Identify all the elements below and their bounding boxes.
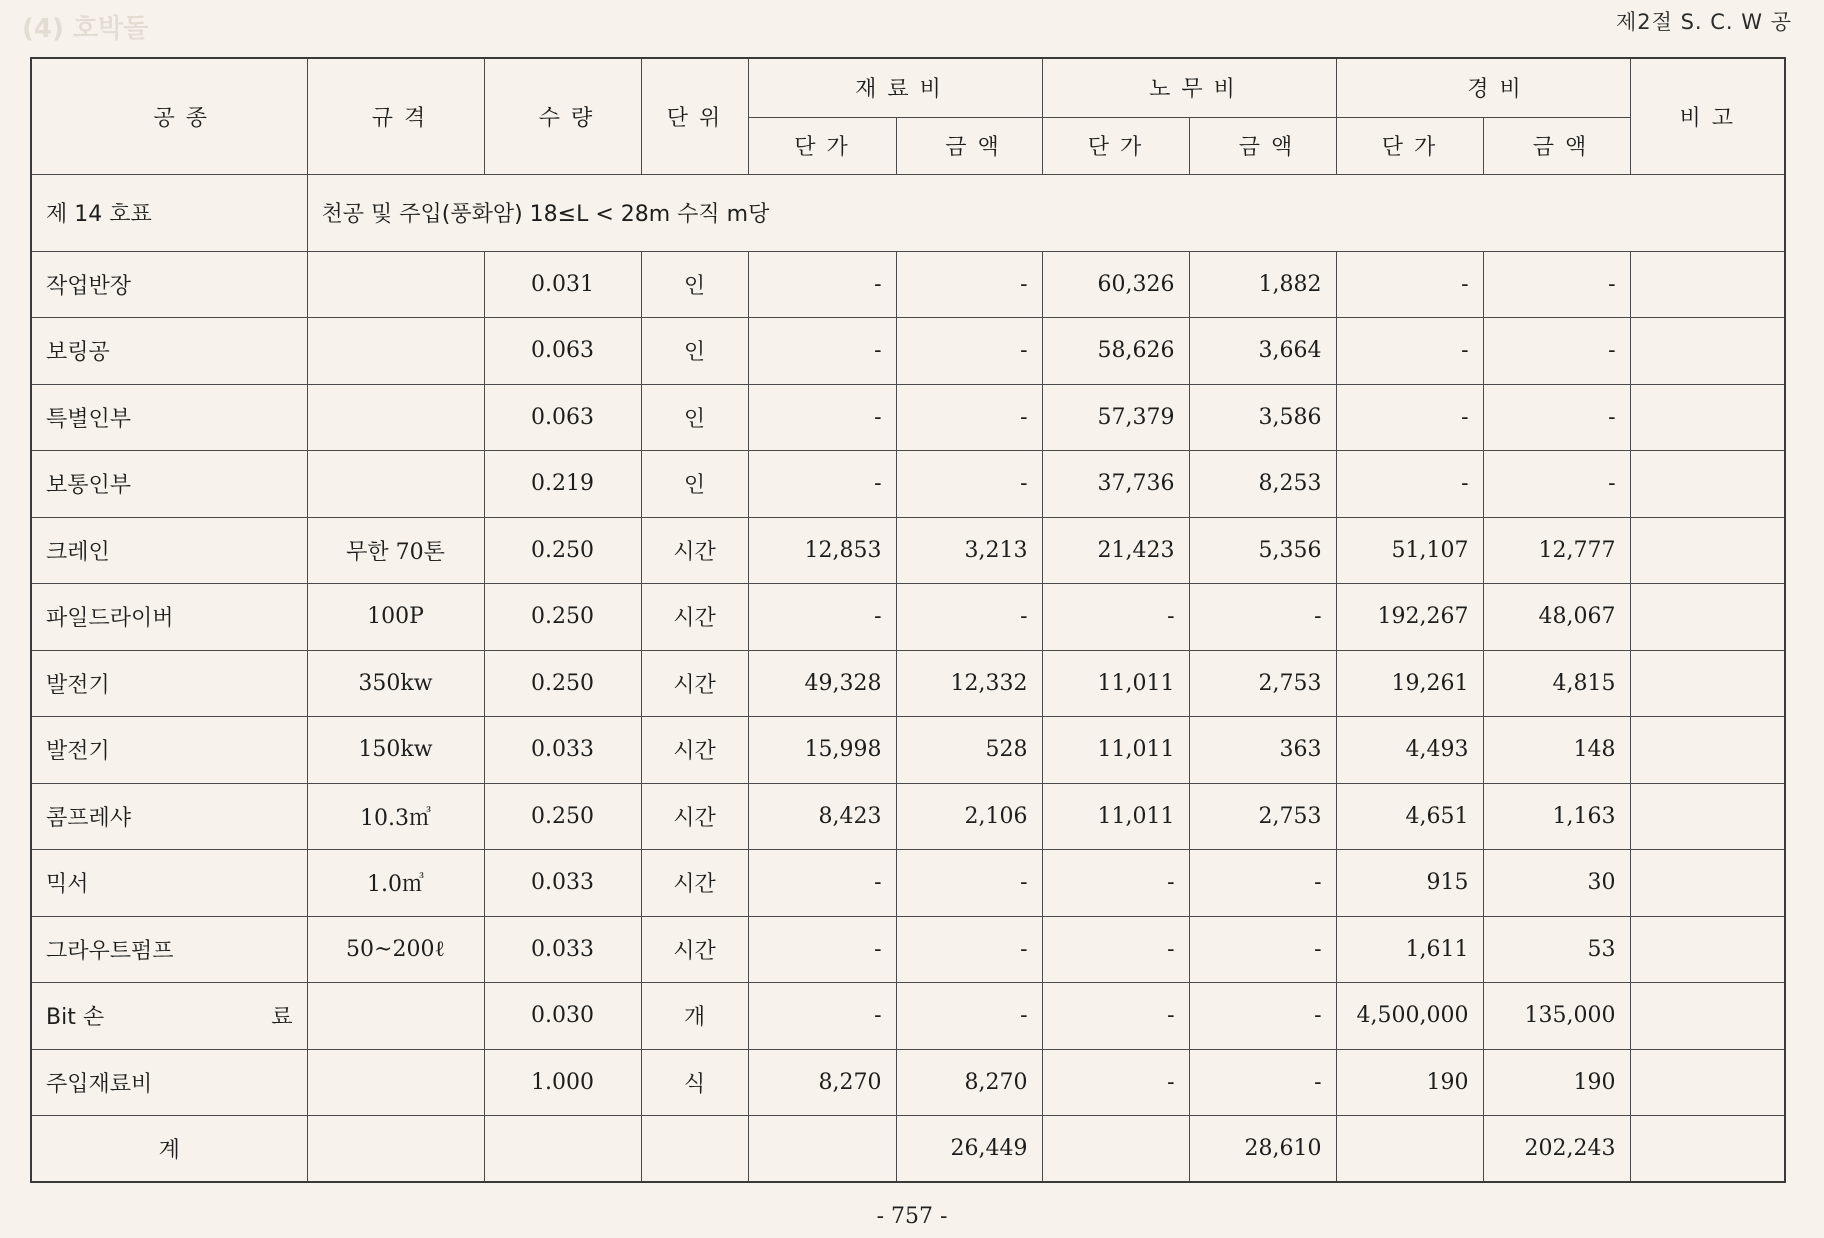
material-unit-price-cell: 49,328 <box>748 650 896 717</box>
spec-cell <box>307 318 484 385</box>
material-amount-cell: - <box>896 584 1042 651</box>
material-amount-cell: 2,106 <box>896 783 1042 850</box>
spec-cell: 150kw <box>307 717 484 784</box>
header-spec: 규 격 <box>307 58 484 174</box>
table-row <box>31 384 1785 451</box>
table-row <box>31 584 1785 651</box>
labor-amount-cell: 5,356 <box>1189 517 1336 584</box>
item-name-cell: 보링공 <box>31 318 307 385</box>
total-qty <box>484 1116 641 1183</box>
quantity-cell: 0.063 <box>484 318 641 385</box>
remark-cell <box>1630 251 1785 318</box>
header-material-amount: 금 액 <box>896 117 1042 174</box>
expense-unit-price-cell: 4,500,000 <box>1336 983 1483 1050</box>
table-number: 제 14 호표 <box>31 174 307 251</box>
table-row <box>31 916 1785 983</box>
unit-cell: 시간 <box>641 850 748 917</box>
unit-cell: 인 <box>641 451 748 518</box>
expense-amount-cell: 148 <box>1483 717 1630 784</box>
total-row <box>31 1116 1785 1183</box>
labor-amount-cell: 1,882 <box>1189 251 1336 318</box>
header-labor-amount: 금 액 <box>1189 117 1336 174</box>
quantity-cell: 0.033 <box>484 717 641 784</box>
item-name-cell: 파일드라이버 <box>31 584 307 651</box>
unit-cell: 시간 <box>641 783 748 850</box>
expense-amount-cell: 30 <box>1483 850 1630 917</box>
header-expense-amount: 금 액 <box>1483 117 1630 174</box>
material-unit-price-cell: - <box>748 983 896 1050</box>
labor-amount-cell: 2,753 <box>1189 650 1336 717</box>
bleed-through-heading: (4) 호박돌 <box>22 14 149 44</box>
remark-cell <box>1630 783 1785 850</box>
remark-cell <box>1630 451 1785 518</box>
expense-unit-price-cell: 190 <box>1336 1049 1483 1116</box>
unit-cell: 인 <box>641 251 748 318</box>
expense-amount-cell: 12,777 <box>1483 517 1630 584</box>
unit-cell: 개 <box>641 983 748 1050</box>
expense-unit-price-cell: - <box>1336 451 1483 518</box>
expense-unit-price-cell: 1,611 <box>1336 916 1483 983</box>
material-unit-price-cell: - <box>748 384 896 451</box>
material-unit-price-cell: 8,270 <box>748 1049 896 1116</box>
labor-unit-price-cell: 37,736 <box>1042 451 1189 518</box>
material-unit-price-cell: - <box>748 850 896 917</box>
expense-amount-cell: - <box>1483 251 1630 318</box>
item-name-cell: 콤프레샤 <box>31 783 307 850</box>
material-amount-cell: 12,332 <box>896 650 1042 717</box>
remark-cell <box>1630 384 1785 451</box>
header-item: 공 종 <box>31 58 307 174</box>
material-unit-price-cell: - <box>748 584 896 651</box>
spec-cell: 무한 70톤 <box>307 517 484 584</box>
labor-unit-price-cell: - <box>1042 1049 1189 1116</box>
table-row <box>31 717 1785 784</box>
total-unit <box>641 1116 748 1183</box>
remark-cell <box>1630 584 1785 651</box>
expense-amount-cell: 190 <box>1483 1049 1630 1116</box>
labor-unit-price-cell: 11,011 <box>1042 717 1189 784</box>
material-amount-cell: 3,213 <box>896 517 1042 584</box>
header-qty: 수 량 <box>484 58 641 174</box>
spec-cell: 100P <box>307 584 484 651</box>
labor-amount-cell: - <box>1189 1049 1336 1116</box>
header-labor: 노 무 비 <box>1042 58 1336 117</box>
expense-unit-price-cell: 19,261 <box>1336 650 1483 717</box>
unit-cell: 시간 <box>641 517 748 584</box>
unit-cell: 인 <box>641 318 748 385</box>
material-amount-cell: - <box>896 451 1042 518</box>
material-unit-price-cell: 12,853 <box>748 517 896 584</box>
item-name-cell: 믹서 <box>31 850 307 917</box>
spec-cell <box>307 384 484 451</box>
material-amount-cell: - <box>896 384 1042 451</box>
spec-cell <box>307 251 484 318</box>
header-remark: 비 고 <box>1630 58 1785 174</box>
header-unit: 단 위 <box>641 58 748 174</box>
quantity-cell: 0.250 <box>484 783 641 850</box>
item-name-cell: 작업반장 <box>31 251 307 318</box>
spec-cell <box>307 983 484 1050</box>
spec-cell: 10.3㎥ <box>307 783 484 850</box>
item-name-cell: 발전기 <box>31 717 307 784</box>
page-number: - 757 - <box>876 1204 948 1229</box>
labor-unit-price-cell: 21,423 <box>1042 517 1189 584</box>
labor-unit-price-cell: - <box>1042 584 1189 651</box>
table-row <box>31 251 1785 318</box>
material-amount-cell: - <box>896 983 1042 1050</box>
spec-cell <box>307 1049 484 1116</box>
quantity-cell: 0.063 <box>484 384 641 451</box>
expense-amount-cell: - <box>1483 451 1630 518</box>
spec-cell: 350kw <box>307 650 484 717</box>
expense-unit-price-cell: - <box>1336 318 1483 385</box>
labor-amount-cell: 8,253 <box>1189 451 1336 518</box>
item-name-cell: 주입재료비 <box>31 1049 307 1116</box>
expense-amount-cell: - <box>1483 384 1630 451</box>
table-description: 천공 및 주입(풍화암) 18≤L < 28m 수직 m당 <box>307 174 1785 251</box>
remark-cell <box>1630 517 1785 584</box>
material-amount-cell: - <box>896 251 1042 318</box>
labor-unit-price-cell: 11,011 <box>1042 783 1189 850</box>
expense-unit-price-cell: 4,493 <box>1336 717 1483 784</box>
item-name-cell: 발전기 <box>31 650 307 717</box>
quantity-cell: 0.250 <box>484 517 641 584</box>
remark-cell <box>1630 983 1785 1050</box>
table-row <box>31 517 1785 584</box>
labor-unit-price-cell: 57,379 <box>1042 384 1189 451</box>
material-unit-price-cell: 8,423 <box>748 783 896 850</box>
quantity-cell: 0.031 <box>484 251 641 318</box>
header-row-1 <box>31 58 1785 117</box>
unit-cell: 시간 <box>641 717 748 784</box>
unit-cell: 식 <box>641 1049 748 1116</box>
unit-cell: 시간 <box>641 584 748 651</box>
remark-cell <box>1630 717 1785 784</box>
expense-amount-cell: 53 <box>1483 916 1630 983</box>
table-row <box>31 1049 1785 1116</box>
material-unit-price-cell: - <box>748 451 896 518</box>
material-amount-cell: 8,270 <box>896 1049 1042 1116</box>
material-amount-cell: - <box>896 916 1042 983</box>
labor-amount-cell: 3,586 <box>1189 384 1336 451</box>
total-remark <box>1630 1116 1785 1183</box>
table-row <box>31 318 1785 385</box>
header-labor-unit-price: 단 가 <box>1042 117 1189 174</box>
labor-unit-price-cell: - <box>1042 850 1189 917</box>
labor-unit-price-cell: 58,626 <box>1042 318 1189 385</box>
quantity-cell: 0.033 <box>484 916 641 983</box>
quantity-cell: 0.033 <box>484 850 641 917</box>
material-amount-cell: - <box>896 318 1042 385</box>
labor-amount-cell: 363 <box>1189 717 1336 784</box>
expense-amount-cell: 48,067 <box>1483 584 1630 651</box>
header-material: 재 료 비 <box>748 58 1042 117</box>
material-unit-price-cell: - <box>748 916 896 983</box>
expense-unit-price-cell: 192,267 <box>1336 584 1483 651</box>
labor-unit-price-cell: - <box>1042 916 1189 983</box>
quantity-cell: 1.000 <box>484 1049 641 1116</box>
item-name-cell: 그라우트펌프 <box>31 916 307 983</box>
quantity-cell: 0.250 <box>484 650 641 717</box>
table-row <box>31 983 1785 1050</box>
item-name-cell: Bit 손 료 <box>31 983 307 1050</box>
expense-unit-price-cell: 4,651 <box>1336 783 1483 850</box>
header-expense: 경 비 <box>1336 58 1630 117</box>
header-material-unit-price: 단 가 <box>748 117 896 174</box>
remark-cell <box>1630 650 1785 717</box>
spec-cell: 50~200ℓ <box>307 916 484 983</box>
quantity-cell: 0.219 <box>484 451 641 518</box>
labor-unit-price-cell: 60,326 <box>1042 251 1189 318</box>
remark-cell <box>1630 850 1785 917</box>
expense-unit-price-cell: - <box>1336 384 1483 451</box>
labor-amount-cell: - <box>1189 584 1336 651</box>
unit-cell: 인 <box>641 384 748 451</box>
table-row <box>31 650 1785 717</box>
total-labor-amount: 28,610 <box>1189 1116 1336 1183</box>
expense-amount-cell: 4,815 <box>1483 650 1630 717</box>
labor-amount-cell: 3,664 <box>1189 318 1336 385</box>
quantity-cell: 0.030 <box>484 983 641 1050</box>
material-unit-price-cell: 15,998 <box>748 717 896 784</box>
labor-amount-cell: - <box>1189 983 1336 1050</box>
total-spec <box>307 1116 484 1183</box>
remark-cell <box>1630 916 1785 983</box>
spec-cell: 1.0㎥ <box>307 850 484 917</box>
unit-cell: 시간 <box>641 650 748 717</box>
header-expense-unit-price: 단 가 <box>1336 117 1483 174</box>
material-unit-price-cell: - <box>748 318 896 385</box>
total-expense-unit-price <box>1336 1116 1483 1183</box>
table-row <box>31 451 1785 518</box>
item-name-cell: 특별인부 <box>31 384 307 451</box>
expense-unit-price-cell: - <box>1336 251 1483 318</box>
remark-cell <box>1630 318 1785 385</box>
expense-amount-cell: - <box>1483 318 1630 385</box>
labor-unit-price-cell: - <box>1042 983 1189 1050</box>
table-row <box>31 850 1785 917</box>
material-amount-cell: - <box>896 850 1042 917</box>
material-amount-cell: 528 <box>896 717 1042 784</box>
total-material-amount: 26,449 <box>896 1116 1042 1183</box>
expense-amount-cell: 135,000 <box>1483 983 1630 1050</box>
expense-unit-price-cell: 51,107 <box>1336 517 1483 584</box>
labor-amount-cell: 2,753 <box>1189 783 1336 850</box>
item-name-cell: 크레인 <box>31 517 307 584</box>
labor-amount-cell: - <box>1189 916 1336 983</box>
expense-amount-cell: 1,163 <box>1483 783 1630 850</box>
material-unit-price-cell: - <box>748 251 896 318</box>
total-label: 계 <box>31 1116 307 1183</box>
total-expense-amount: 202,243 <box>1483 1116 1630 1183</box>
labor-amount-cell: - <box>1189 850 1336 917</box>
expense-unit-price-cell: 915 <box>1336 850 1483 917</box>
labor-unit-price-cell: 11,011 <box>1042 650 1189 717</box>
table-row <box>31 783 1785 850</box>
remark-cell <box>1630 1049 1785 1116</box>
item-name-cell: 보통인부 <box>31 451 307 518</box>
total-labor-unit-price <box>1042 1116 1189 1183</box>
spec-cell <box>307 451 484 518</box>
cost-table <box>30 57 1786 1183</box>
section-label: 제2절 S. C. W 공 <box>1615 10 1792 34</box>
title-row <box>31 174 1785 251</box>
total-material-unit-price <box>748 1116 896 1183</box>
unit-cell: 시간 <box>641 916 748 983</box>
quantity-cell: 0.250 <box>484 584 641 651</box>
